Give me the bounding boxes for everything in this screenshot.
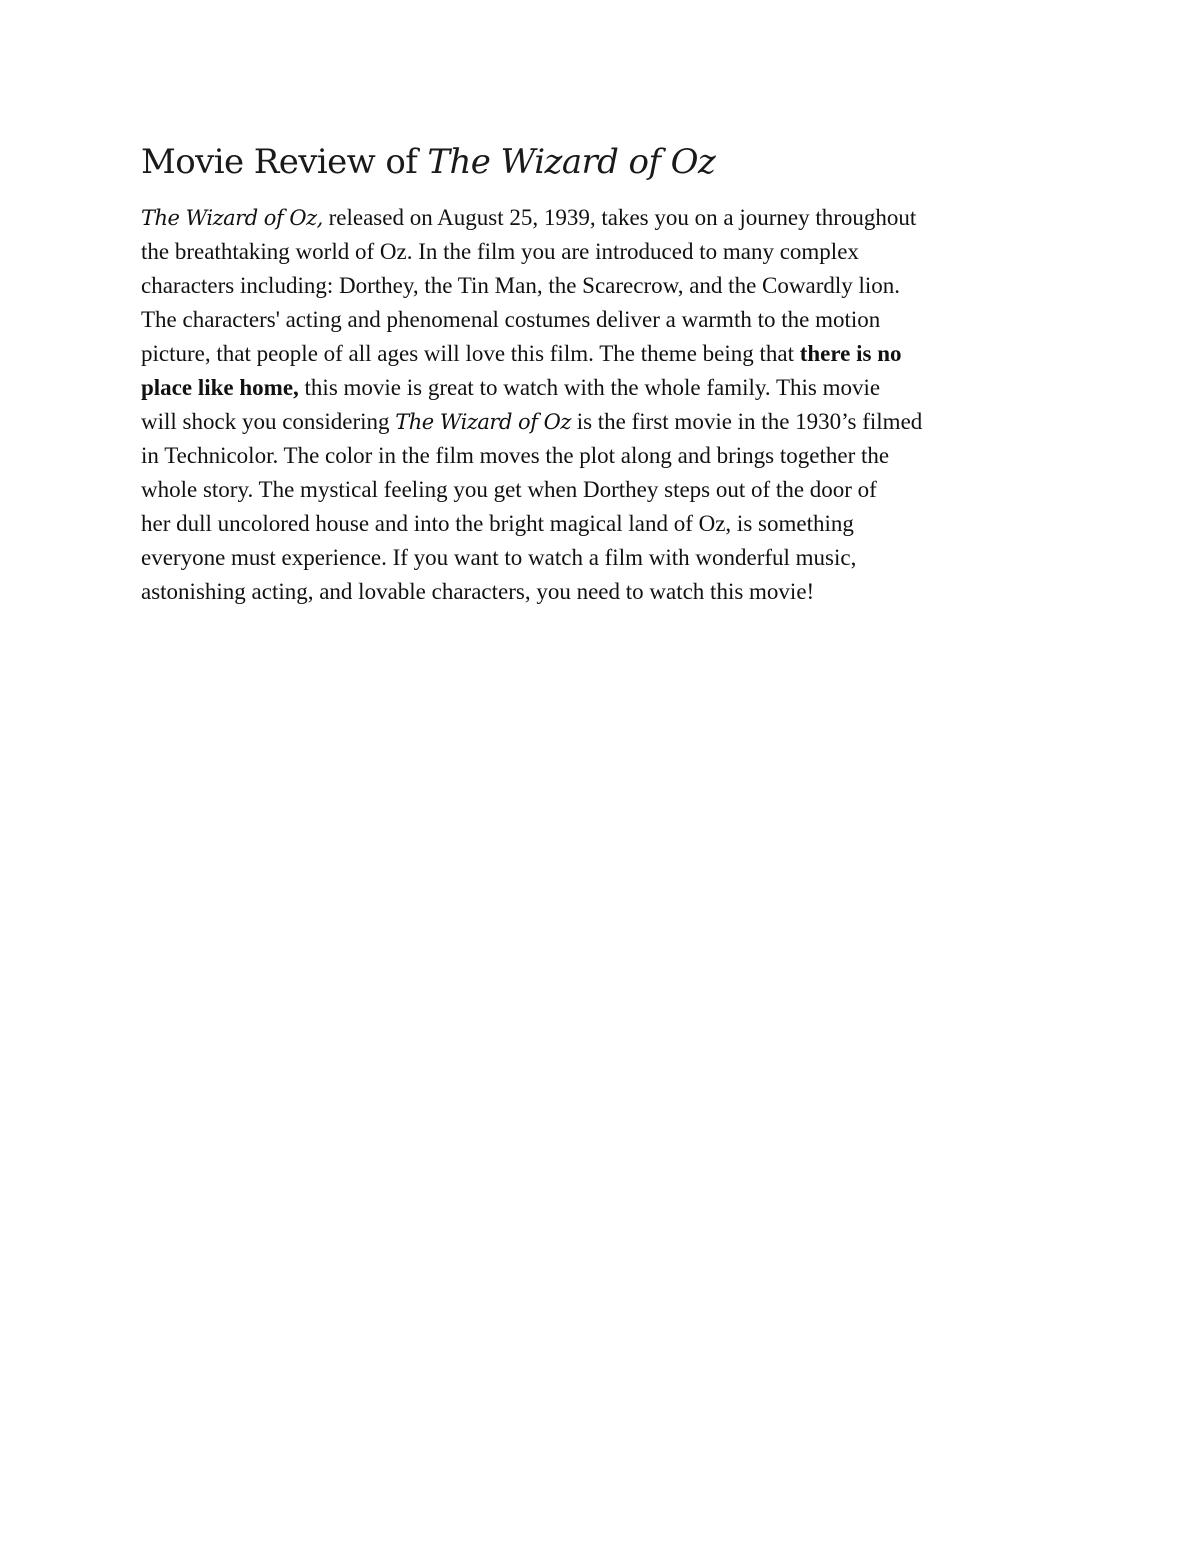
paragraph-line [141,541,1081,575]
paragraph-line [141,507,1081,541]
bold-text: there is no [799,341,902,366]
italic-text: The Wizard of Oz, [141,206,323,230]
text-run: is the first movie in the 1930’s filmed [570,409,923,434]
review-paragraph [141,201,1081,609]
text-run: the breathtaking world of Oz. In the film you are introduced to many complex [141,239,859,264]
title-prefix: Movie Review of [141,142,428,182]
text-run: released on August 25, 1939, takes you on a journey throughout [322,205,917,230]
text-run: in Technicolor. The color in the film moves the plot along and brings together the [141,443,890,468]
text-run: everyone must experience. If you want to watch a film with wonderful music, [141,545,857,570]
text-run: characters including: Dorthey, the Tin Man, the Scarecrow, and the Cowardly lion. [141,273,901,298]
paragraph-line [141,575,1081,609]
paragraph-line [141,235,1081,269]
paragraph-line [141,371,1081,405]
paragraph-line [141,439,1081,473]
text-run: this movie is great to watch with the whole family. This movie [298,375,881,400]
text-run: The characters' acting and phenomenal costumes deliver a warmth to the motion [141,307,881,332]
paragraph-line [141,337,1081,371]
text-run: her dull uncolored house and into the bright magical land of Oz, is something [141,511,854,536]
text-run: picture, that people of all ages will love this film. The theme being that [141,341,800,366]
text-run: astonishing acting, and lovable characters, you need to watch this movie! [141,579,815,604]
paragraph-line [141,473,1081,507]
document-title [141,141,715,183]
italic-text: The Wizard of Oz [395,410,571,434]
title-film-name: The Wizard of Oz [427,142,716,182]
bold-text: place like home, [141,375,299,400]
paragraph-line [141,405,1081,439]
paragraph-line [141,269,1081,303]
paragraph-line [141,303,1081,337]
text-run: whole story. The mystical feeling you get when Dorthey steps out of the door of [141,477,877,502]
text-run: will shock you considering [141,409,396,434]
paragraph-line [141,201,1081,235]
